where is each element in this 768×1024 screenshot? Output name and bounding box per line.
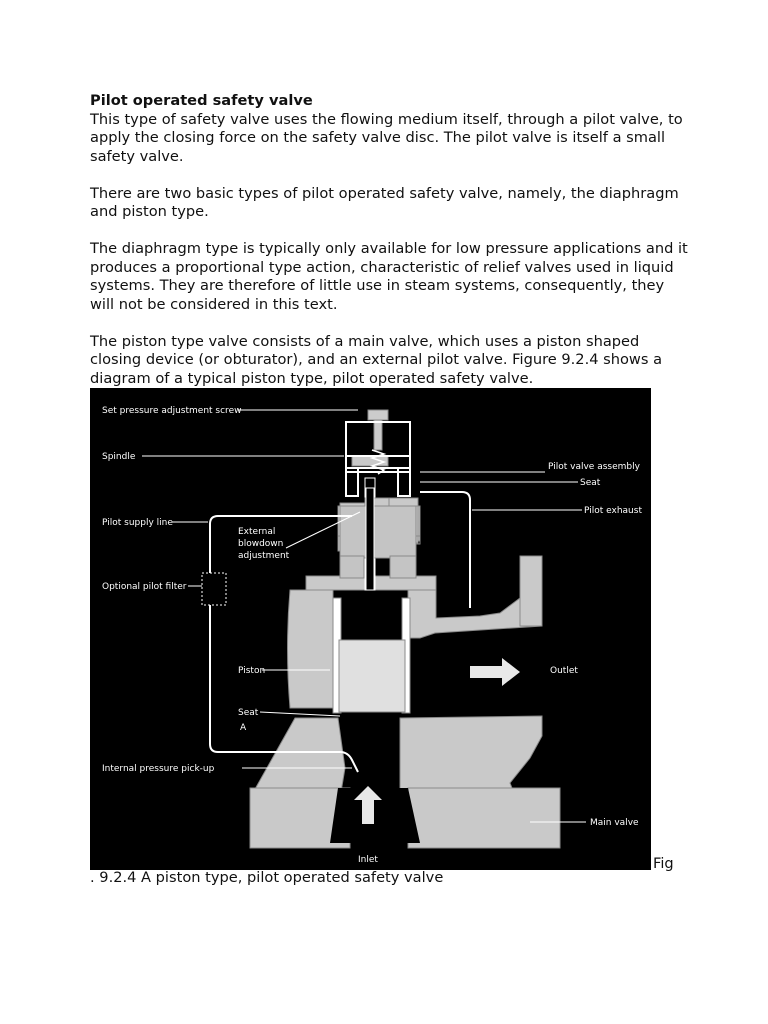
label-optional-filter: Optional pilot filter bbox=[102, 582, 187, 592]
label-seat-a: A bbox=[240, 723, 247, 733]
piston bbox=[339, 640, 405, 712]
label-seat: Seat bbox=[238, 708, 259, 718]
label-outlet: Outlet bbox=[550, 666, 578, 676]
section-heading: Pilot operated safety valve bbox=[90, 92, 313, 109]
label-main-valve: Main valve bbox=[590, 818, 639, 828]
figure-caption: . 9.2.4 A piston type, pilot operated safety valve bbox=[90, 869, 444, 886]
label-blowdown-2: blowdown bbox=[238, 539, 284, 549]
pilot-foot-right bbox=[390, 556, 416, 578]
pilot-lower-housing bbox=[340, 506, 416, 558]
paragraph-2: There are two basic types of pilot operated safety valve, namely, the diaphragm and piston type. bbox=[90, 184, 679, 220]
valve-diagram-svg bbox=[90, 388, 651, 870]
paragraph-4: The piston type valve consists of a main valve, which uses a piston shaped closing device (or obturator), and an external pilot valve. Figure 9.2.4 shows a diagram of a typical piston type, pilot operated safety valve. bbox=[90, 332, 663, 387]
leader-seat bbox=[260, 712, 340, 716]
outlet-flange bbox=[520, 556, 542, 626]
label-internal-pickup: Internal pressure pick-up bbox=[102, 764, 215, 774]
label-blowdown-3: adjustment bbox=[238, 551, 290, 561]
inlet-flange-right bbox=[408, 788, 560, 848]
label-spindle: Spindle bbox=[102, 452, 136, 462]
label-pilot-seat: Seat bbox=[580, 478, 601, 488]
figure-row bbox=[90, 388, 690, 870]
optional-pilot-filter bbox=[202, 573, 226, 605]
outlet-arrow bbox=[470, 658, 520, 686]
label-set-pressure: Set pressure adjustment screw bbox=[102, 406, 242, 416]
label-pilot-assembly: Pilot valve assembly bbox=[548, 462, 640, 472]
body-left-upper bbox=[288, 590, 334, 708]
valve-diagram bbox=[90, 388, 651, 870]
caption-inline: Fig bbox=[653, 855, 674, 872]
label-pilot-exhaust: Pilot exhaust bbox=[584, 506, 642, 516]
paragraph-1: This type of safety valve uses the flowing medium itself, through a pilot valve, to apply the closing force on the safety valve disc. The pilot valve is itself a small safety valve. bbox=[90, 110, 683, 165]
label-inlet: Inlet bbox=[358, 855, 378, 865]
set-pressure-screw-head bbox=[368, 410, 388, 420]
paragraph-3: The diaphragm type is typically only available for low pressure applications and it produces a proportional type action, characteristic of relief valves used in liquid systems. They are therefore of little use in steam systems, consequently, they will not be considered in this text. bbox=[90, 240, 688, 313]
pilot-spindle bbox=[366, 488, 374, 590]
document-body bbox=[90, 92, 690, 870]
label-pilot-supply: Pilot supply line bbox=[102, 518, 173, 528]
label-blowdown-1: External bbox=[238, 527, 276, 537]
label-piston: Piston bbox=[238, 666, 266, 676]
pilot-foot-left bbox=[340, 556, 364, 578]
